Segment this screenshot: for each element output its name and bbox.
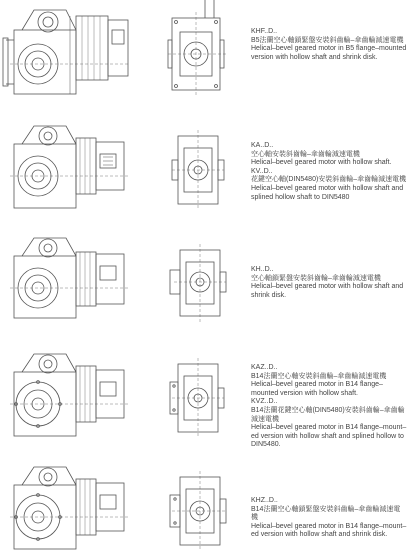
khf-english-description: Helical–bevel geared motor in B5 flange–mounted version with hollow shaft and shrink disk. [251,45,407,61]
ka-chinese-description: 空心軸安裝斜齒輪–傘齒輪減速電機 [251,150,360,158]
side-view-drawing [10,354,128,436]
kvz-model-code: KVZ..D.. [251,398,278,406]
side-view-drawing [10,467,128,549]
motor-entry-kh [0,232,410,332]
khf-description [251,28,407,62]
khf-drawings [0,0,250,100]
kv-model-code: KV..D.. [251,167,273,175]
ka-english-description: Helical–bevel geared motor with hollow shaft. [251,159,392,167]
front-view-drawing [170,244,226,322]
motor-entry-kaz-kvz [0,346,410,449]
side-view-drawing [10,238,128,318]
kaz-model-code: KAZ..D.. [251,364,278,371]
side-view-drawing [10,126,128,208]
front-view-drawing [170,471,226,551]
khz-description [251,497,407,540]
kv-chinese-description: 花鍵空心軸(DIN5480)安裝斜齒輪–傘齒輪減速電機 [251,176,407,184]
motor-entry-khf [0,0,410,100]
front-view-drawing [172,130,224,210]
kaz-description [251,364,407,450]
kv-english-description: Helical–bevel geared motor with hollow shaft and splined hollow shaft to DIN5480 [251,184,404,201]
kaz-chinese-description: B14法蘭空心軸安裝斜齒輪–傘齒輪減速電機 [251,372,387,380]
side-view-drawing [3,10,130,94]
khz-english-description: Helical–bevel geared motor in B14 flange–mount–ed version with hollow shaft and shrink disk. [251,522,407,539]
kh-english-description: Helical–bevel geared motor with hollow shaft and shrink disk. [251,283,404,299]
front-view-drawing [168,0,226,96]
motor-entry-khz [0,459,410,559]
khz-model-code: KHZ..D.. [251,497,278,504]
kh-model-code: KH..D.. [251,266,274,273]
khz-chinese-description: B14法蘭空心軸鎖緊盤安裝斜齒輪–傘齒輪減速電機 [251,505,401,522]
front-view-drawing [170,358,224,438]
kvz-chinese-description: B14法蘭花鍵空心軸(DIN5480)安裝斜齒輪–傘齒輪減速電機 [251,406,405,423]
ka-description [251,142,407,202]
khf-chinese-description: B5法蘭空心軸鎖緊盤安裝斜齒輪–傘齒輪減速電機 [251,36,404,44]
motor-entry-ka-kv [0,118,410,218]
kaz-drawings [0,346,250,446]
kh-description [251,266,407,300]
khf-model-code: KHF..D.. [251,28,278,35]
ka-drawings [0,118,250,218]
kaz-english-description: Helical–bevel geared motor in B14 flange–mounted version with hollow shaft. [251,381,383,397]
kvz-english-description: Helical–bevel geared motor in B14 flange–mount–ed version with hollow shaft and splined hollow to DIN5480. [251,424,407,449]
khz-drawings [0,459,250,559]
kh-drawings [0,232,250,332]
kh-chinese-description: 空心軸鎖緊盤安裝斜齒輪–傘齒輪減速電機 [251,274,381,282]
ka-model-code: KA..D.. [251,142,274,149]
